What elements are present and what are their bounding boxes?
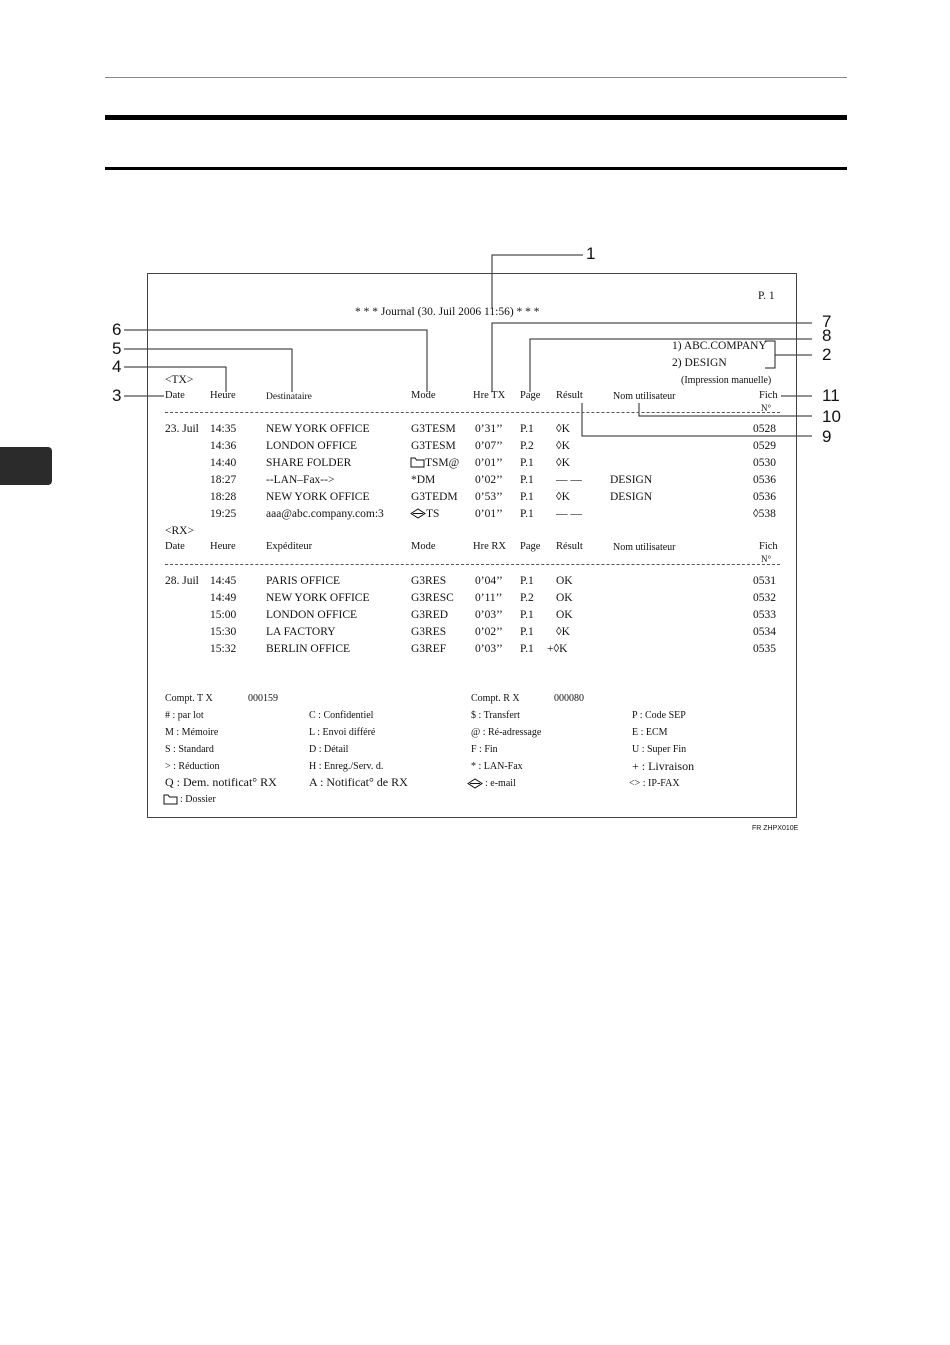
rx-result: ◊K — [556, 626, 570, 638]
rx-result: OK — [556, 609, 573, 621]
rx-count-value: 000080 — [554, 693, 584, 704]
rx-file: 0535 — [753, 643, 776, 655]
tx-hre: 0’01’’ — [475, 457, 503, 469]
rx-page: P.1 — [520, 609, 534, 621]
rx-col-hre: Hre RX — [473, 541, 506, 552]
legend-item: + : Livraison — [632, 759, 695, 773]
rx-time: 15:00 — [210, 609, 237, 621]
tx-time: 14:35 — [210, 423, 237, 435]
rx-result: +◊K — [547, 643, 568, 655]
tx-mode: TSM@ — [425, 457, 460, 469]
rx-col-user: Nom utilisateur — [613, 542, 676, 553]
tx-dest: SHARE FOLDER — [266, 457, 352, 469]
legend-item: C : Confidentiel — [309, 710, 374, 721]
tx-dest: NEW YORK OFFICE — [266, 423, 370, 435]
callout-1: 1 — [586, 244, 596, 263]
tx-file: 0530 — [753, 457, 776, 469]
tx-col-file-no: N° — [761, 403, 772, 413]
tx-mode: *DM — [411, 474, 436, 486]
tx-mode: G3TESM — [411, 440, 456, 452]
tx-count-value: 000159 — [248, 693, 278, 704]
tx-separator — [165, 412, 780, 413]
tx-mode: TS — [426, 508, 440, 520]
folder-icon — [410, 456, 425, 468]
tx-page: P.2 — [520, 440, 534, 452]
rx-date: 28. Juil — [165, 575, 199, 587]
rx-sender: LA FACTORY — [266, 626, 336, 638]
rx-hre: 0’11’’ — [475, 592, 503, 604]
email-icon — [467, 778, 483, 789]
rx-time: 14:45 — [210, 575, 237, 587]
rx-col-file: Fich — [759, 541, 778, 552]
legend-item: # : par lot — [165, 710, 204, 721]
rx-file: 0533 — [753, 609, 776, 621]
callout-10: 10 — [822, 407, 841, 426]
tx-date: 23. Juil — [165, 423, 199, 435]
folder-icon — [163, 793, 179, 805]
legend-item: * : LAN-Fax — [471, 761, 523, 772]
rx-sender: NEW YORK OFFICE — [266, 592, 370, 604]
rx-separator — [165, 564, 780, 565]
tx-page: P.1 — [520, 491, 534, 503]
tx-result: ◊K — [556, 440, 570, 452]
callout-5: 5 — [112, 339, 122, 358]
tx-file: 0536 — [753, 491, 776, 503]
sender-2: 2) DESIGN — [672, 357, 727, 369]
tx-dest: NEW YORK OFFICE — [266, 491, 370, 503]
legend-item: U : Super Fin — [632, 744, 687, 755]
rx-hre: 0’02’’ — [475, 626, 503, 638]
tx-col-page: Page — [520, 390, 541, 401]
legend-item: F : Fin — [471, 744, 498, 755]
tx-hre: 0’01’’ — [475, 508, 503, 520]
callout-3: 3 — [112, 386, 122, 405]
tx-result: ◊K — [556, 491, 570, 503]
rx-count-label: Compt. R X — [471, 693, 520, 704]
rx-result: OK — [556, 575, 573, 587]
rx-mode: G3RES — [411, 575, 447, 587]
legend-item: E : ECM — [632, 727, 668, 738]
tx-time: 14:40 — [210, 457, 237, 469]
tx-col-date: Date — [165, 390, 185, 401]
tx-hre: 0’02’’ — [475, 474, 503, 486]
tx-page: P.1 — [520, 457, 534, 469]
legend-item: D : Détail — [309, 744, 349, 755]
rx-col-page: Page — [520, 541, 541, 552]
rx-file: 0531 — [753, 575, 776, 587]
rx-hre: 0’03’’ — [475, 609, 503, 621]
tx-user: DESIGN — [610, 474, 653, 486]
legend-folder: : Dossier — [180, 794, 216, 805]
tx-result: ◊K — [556, 423, 570, 435]
tx-dest: aaa@abc.company.com:3 — [266, 508, 384, 520]
legend-item: Q : Dem. notificat° RX — [165, 775, 277, 789]
rx-hre: 0’04’’ — [475, 575, 503, 587]
legend-item: L : Envoi différé — [309, 727, 376, 738]
rx-time: 15:30 — [210, 626, 237, 638]
tx-file: 0536 — [753, 474, 776, 486]
rx-result: OK — [556, 592, 573, 604]
tx-hre: 0’53’’ — [475, 491, 503, 503]
rx-mode: G3RED — [411, 609, 449, 621]
rx-sender: LONDON OFFICE — [266, 609, 358, 621]
tx-col-result: Résult — [556, 390, 583, 401]
rx-sender: BERLIN OFFICE — [266, 643, 351, 655]
rx-file: 0532 — [753, 592, 776, 604]
tx-mode: G3TEDM — [411, 491, 458, 503]
rx-col-dest: Expéditeur — [266, 541, 313, 552]
legend-item: A : Notificat° de RX — [309, 775, 408, 789]
rx-time: 15:32 — [210, 643, 237, 655]
rx-page: P.1 — [520, 626, 534, 638]
tx-col-file: Fich — [759, 390, 778, 401]
callout-8: 8 — [822, 326, 832, 345]
rx-section-label: <RX> — [165, 525, 194, 537]
legend-item: > : Réduction — [165, 761, 220, 772]
rx-page: P.1 — [520, 575, 534, 587]
tx-count-label: Compt. T X — [165, 693, 213, 704]
tx-dest: LONDON OFFICE — [266, 440, 358, 452]
callout-4: 4 — [112, 357, 122, 376]
legend-item: H : Enreg./Serv. d. — [309, 761, 384, 772]
rx-mode: G3RES — [411, 626, 447, 638]
rx-time: 14:49 — [210, 592, 237, 604]
tx-col-dest: Destinataire — [266, 392, 312, 402]
tx-col-hre: Hre TX — [473, 390, 506, 401]
legend-item: S : Standard — [165, 744, 214, 755]
tx-result: ◊K — [556, 457, 570, 469]
tx-page: P.1 — [520, 508, 534, 520]
tx-file: 0529 — [753, 440, 776, 452]
figure-code: FR ZHPX010E — [752, 825, 799, 832]
legend-item: : e-mail — [485, 778, 516, 789]
rx-file: 0534 — [753, 626, 776, 638]
legend-item: $ : Transfert — [471, 710, 520, 721]
callout-9: 9 — [822, 427, 832, 446]
rx-col-file-no: N° — [761, 554, 772, 564]
tx-file: 0528 — [753, 423, 776, 435]
rx-page: P.2 — [520, 592, 534, 604]
rx-hre: 0’03’’ — [475, 643, 503, 655]
email-icon — [410, 508, 426, 519]
rx-col-date: Date — [165, 541, 185, 552]
journal-title: * * * Journal (30. Juil 2006 11:56) * * * — [355, 306, 540, 318]
tx-col-time: Heure — [210, 390, 236, 401]
rx-col-time: Heure — [210, 541, 236, 552]
legend-item: @ : Ré-adressage — [471, 727, 542, 738]
tx-page: P.1 — [520, 474, 534, 486]
tx-file: ◊538 — [753, 508, 776, 520]
tx-result: — — — [556, 474, 582, 486]
tx-mode: G3TESM — [411, 423, 456, 435]
tx-section-label: <TX> — [165, 374, 194, 386]
legend-item: <> : IP-FAX — [629, 778, 680, 789]
rx-col-result: Résult — [556, 541, 583, 552]
tx-hre: 0’07’’ — [475, 440, 503, 452]
tx-time: 18:27 — [210, 474, 237, 486]
tx-col-user: Nom utilisateur — [613, 391, 676, 402]
callout-7: 7 — [822, 312, 832, 331]
tx-time: 19:25 — [210, 508, 237, 520]
tx-time: 18:28 — [210, 491, 237, 503]
rx-col-mode: Mode — [411, 541, 436, 552]
tx-page: P.1 — [520, 423, 534, 435]
tx-user: DESIGN — [610, 491, 653, 503]
print-mode: (Impression manuelle) — [681, 375, 772, 386]
sender-1: 1) ABC.COMPANY — [672, 340, 767, 352]
rx-mode: G3RESC — [411, 592, 454, 604]
rx-page: P.1 — [520, 643, 534, 655]
rx-mode: G3REF — [411, 643, 447, 655]
legend-item: M : Mémoire — [165, 727, 219, 738]
tx-hre: 0’31’’ — [475, 423, 503, 435]
callout-2: 2 — [822, 345, 832, 364]
rx-sender: PARIS OFFICE — [266, 575, 341, 587]
callout-6: 6 — [112, 320, 122, 339]
callout-11: 11 — [822, 386, 840, 405]
page-number: P. 1 — [758, 290, 775, 302]
tx-dest: --LAN–Fax--> — [266, 474, 335, 486]
tx-time: 14:36 — [210, 440, 237, 452]
legend-item: P : Code SEP — [632, 710, 686, 721]
tx-result: — — — [556, 508, 582, 520]
tx-col-mode: Mode — [411, 390, 436, 401]
